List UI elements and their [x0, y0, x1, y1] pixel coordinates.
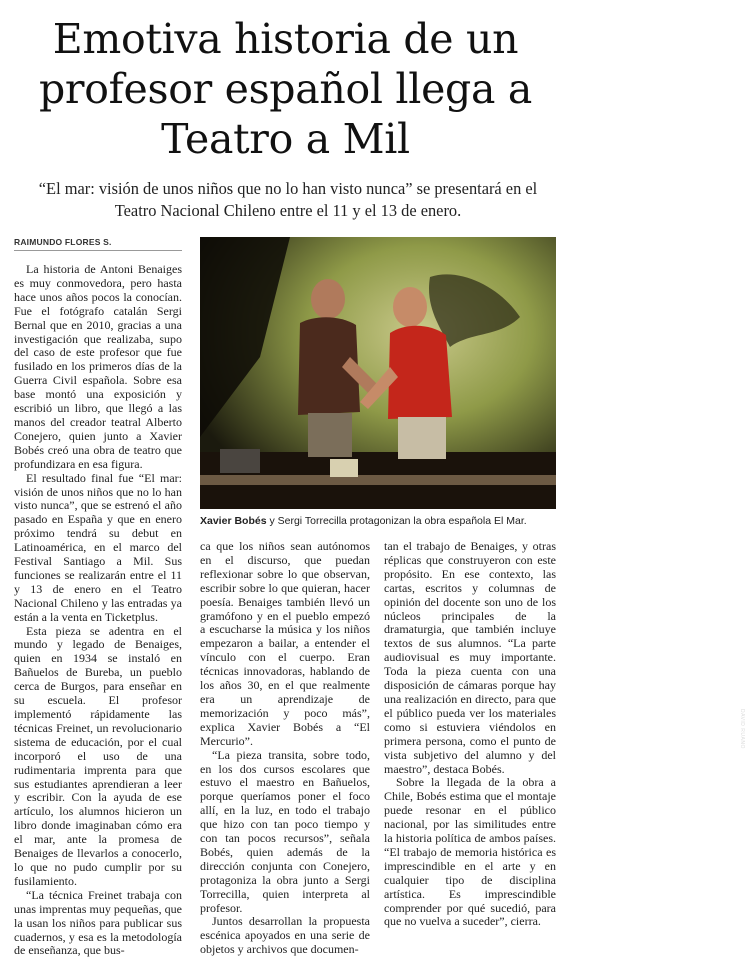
article-column-2: [200, 540, 370, 957]
byline: RAIMUNDO FLORES S.: [14, 237, 182, 251]
photo-caption: [200, 515, 556, 528]
paragraph: “La técnica Freinet trabaja con unas imprentas muy pequeñas, que la usan los niños para publicar sus cuadernos, y esa es la metodología de enseñanza, que bus-: [14, 887, 182, 958]
paragraph: Juntos desarrollan la propuesta escénica apoyados en una serie de objetos y archivos que documen-: [200, 914, 370, 957]
headline-line-1: Emotiva historia de un: [52, 15, 519, 63]
stage-photo-illustration: [200, 237, 556, 509]
headline-line-3: Teatro a Mil: [161, 115, 410, 163]
headline: [0, 14, 571, 164]
caption-text: y Sergi Torrecilla protagonizan la obra española El Mar.: [266, 515, 527, 527]
deck-subtitle: “El mar: visión de unos niños que no lo han visto nunca” se presentará en el Teatro Nacional Chileno entre el 11 y el 13 de enero.: [38, 179, 538, 220]
paragraph: El resultado final fue “El mar: visión de unos niños que no lo han visto nunca”, que se estrenó el año pasado en España y que en enero próximo tendrá su debut en Latinoamérica, en el marco del Festival Santiago a Mil. Sus funciones se realizarán entre el 11 y 13 de enero en el Teatro Nacional Chileno y las entradas ya están a la venta en Ticketplus.: [14, 470, 182, 624]
paragraph: ca que los niños sean autónomos en el discurso, que puedan reflexionar sobre lo que observan, escribir sobre lo que quieran, hacer poesía. Benaiges también llevó un gramófono y en el pueblo empezó a escucharse la música y los niños empezaron a bailar, a entender el vínculo con el cuerpo. Eran técnicas innovadoras, hablando de los años 30, en el que realmente era un aprendizaje de memorización y poco más”, explica Xavier Bobés a “El Mercurio”.: [200, 539, 370, 748]
paragraph: “La pieza transita, sobre todo, en los dos cursos escolares que estuvo el maestro en Bañuelos, porque queríamos poner el foco allí, en la luz, en todo el trabajo que hizo con tan poco tiempo y con tan pocos recursos”, señala Bobés, quien además de la dirección conjunta con Conejero, protagoniza la obra junto a Sergi Torrecilla, quien interpreta al profesor.: [200, 747, 370, 915]
article-column-3: [384, 540, 556, 929]
paragraph: tan el trabajo de Benaiges, y otras réplicas que construyeron con este propósito. En ese contexto, las cartas, escritos y columnas de opinión del docente son uno de los núcleos principales de la dramaturgia, que también incluye textos de sus alumnos. “La parte audiovisual es muy importante. Toda la pieza cuenta con una disposición de cámaras porque hay una realización en directo, para que el público pueda ver los materiales como si estuviera viéndolos en primera persona, como el punto de vista subjetivo del alumno y del maestro”, destaca Bobés.: [384, 539, 556, 776]
paragraph: Sobre la llegada de la obra a Chile, Bobés estima que el montaje puede resonar en el público nacional, por las similitudes entre la historia política de ambos países. “El trabajo de memoria histórica es imprescindible en el arte y en cualquier tipo de disciplina artística. Es imprescindible comprender por qué sucedió, para que no vuelva a suceder”, cierra.: [384, 775, 556, 929]
paragraph: Esta pieza se adentra en el mundo y legado de Benaiges, quien en 1934 se instaló en Bañuelos de Bureba, un pueblo cerca de Burgos, para enseñar en su escuela. El profesor implementó rápidamente las técnicas Freinet, un revolucionario sistema de educación, por el cual incorporó el uso de una rudimentaria imprenta para que sus estudiantes aprendieran a leer y escribir. Con la ayuda de ese artículo, los alumnos hicieron un libro donde imaginaban cómo era el mar, ante la promesa de Benaiges de llevarlos a conocerlo, lo que no pudo cumplir por su fusilamiento.: [14, 623, 182, 888]
paragraph: La historia de Antoni Benaiges es muy conmovedora, pero hasta hace unos años pocos la conocían. Fue el fotógrafo catalán Sergi Bernal que en 2010, gracias a una investigación que realizaba, supo del caso de este profesor que fue fusilado en los primeros días de la Guerra Civil española. Sobre esa base montó una exposición y escribió un libro, que llegó a las manos del creador teatral Alberto Conejero, quien junto a Xavier Bobés creó una obra de teatro que profundizara en esa figura.: [14, 262, 182, 471]
caption-names: Xavier Bobés: [200, 515, 267, 527]
article-column-1: [14, 263, 182, 958]
headline-line-2: profesor español llega a: [38, 65, 532, 113]
photo-credit: DAVID RUANO: [739, 709, 745, 749]
